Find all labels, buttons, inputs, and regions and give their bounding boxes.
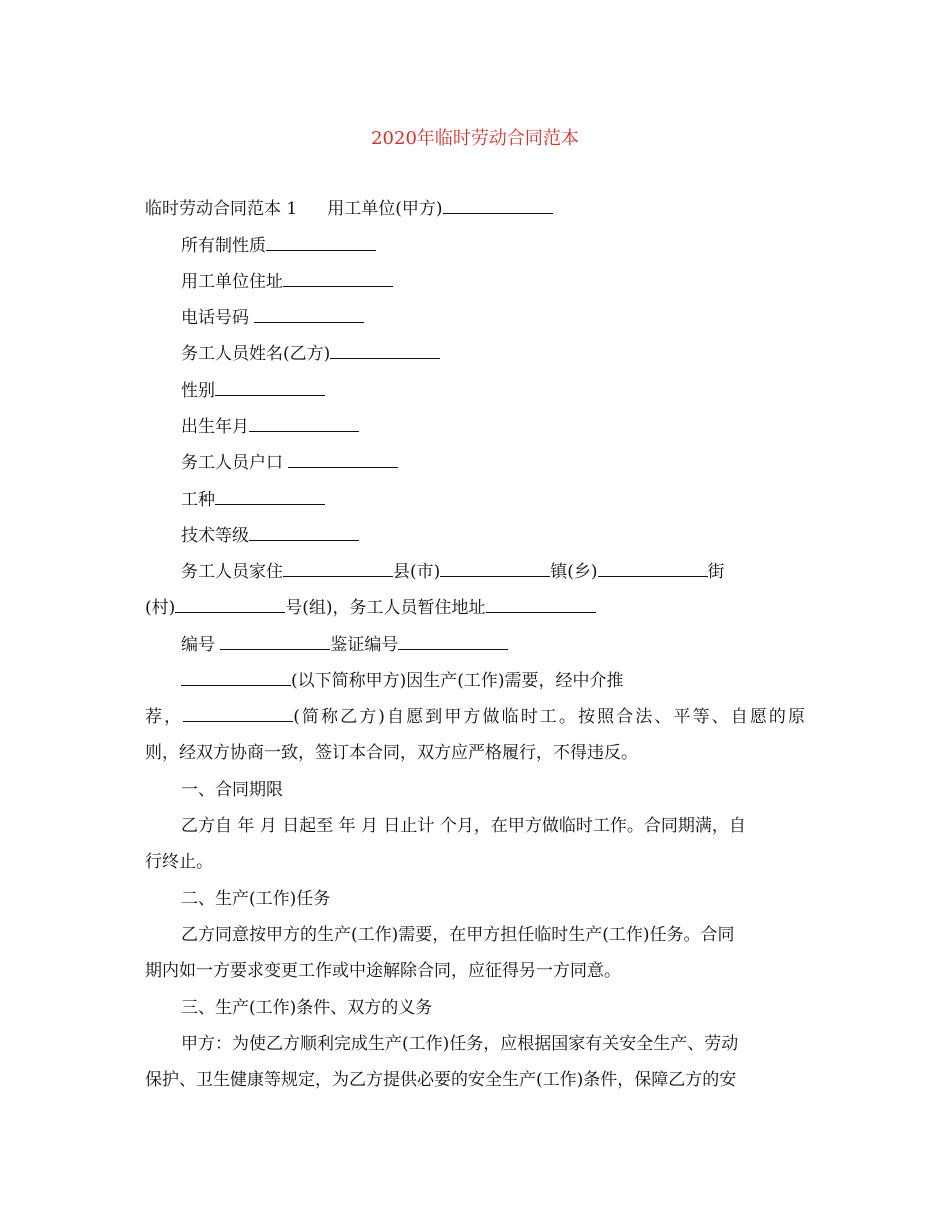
- address-blank: [440, 561, 550, 577]
- section-2-text: 乙方同意按甲方的生产(工作)需要，在甲方担任临时生产(工作)任务。合同: [181, 925, 735, 945]
- section-1-text: 乙方自 年 月 日起至 年 月 日止计 个月，在甲方做临时工作。合同期满，自: [181, 816, 746, 836]
- field-blank: [330, 343, 440, 359]
- section-3-text: 甲方：为使乙方顺利完成生产(工作)任务，应根据国家有关安全生产、劳动: [181, 1034, 739, 1054]
- address-town-label: 镇(乡): [550, 562, 598, 582]
- section-2-text-2: 期内如一方要求变更工作或中途解除合同，应征得另一方同意。: [145, 961, 621, 981]
- field-blank: [249, 416, 359, 432]
- field-worker-name: [181, 343, 440, 365]
- address-county-label: 县(市): [393, 562, 441, 582]
- document-title: 2020年临时劳动合同范本: [371, 128, 579, 149]
- number-blank: [220, 634, 330, 650]
- field-blank: [254, 307, 364, 323]
- field-phone: [181, 307, 364, 329]
- address-home-label: 务工人员家住: [181, 562, 283, 582]
- field-ownership: [181, 235, 376, 257]
- intro-text: (简称乙方)自愿到甲方做临时工。按照合法、平等、自愿的原: [293, 707, 806, 727]
- cert-number-blank: [398, 634, 508, 650]
- party-b-blank: [183, 706, 293, 722]
- address-blank: [598, 561, 708, 577]
- address-village-label: (村): [145, 598, 176, 618]
- intro-text: 荐，: [145, 707, 184, 727]
- section-1-title: 一、合同期限: [181, 780, 283, 800]
- employer-blank: [443, 198, 553, 214]
- field-label: 务工人员户口: [181, 453, 283, 473]
- number-label: 编号: [181, 635, 215, 655]
- address-street-label: 街: [707, 562, 725, 582]
- field-label: 工种: [181, 490, 215, 510]
- field-label: 所有制性质: [181, 236, 266, 256]
- field-blank: [283, 271, 393, 287]
- address-blank: [283, 561, 393, 577]
- field-label: 务工人员姓名(乙方): [181, 344, 331, 364]
- intro-text: (以下简称甲方)因生产(工作)需要，经中介推: [291, 671, 624, 691]
- cert-number-label: 鉴证编号: [330, 635, 399, 655]
- section-1-text-2: 行终止。: [145, 852, 213, 872]
- address-blank: [175, 597, 285, 613]
- employer-label: 用工单位(甲方): [327, 199, 443, 219]
- field-blank: [249, 525, 359, 541]
- field-blank: [215, 380, 325, 396]
- field-household: [181, 452, 398, 474]
- field-label: 技术等级: [181, 526, 249, 546]
- field-job-type: [181, 489, 325, 511]
- address-group-label: 号(组)，务工人员暂住地址: [285, 598, 486, 618]
- address-line: [181, 561, 725, 583]
- party-a-blank: [181, 670, 291, 686]
- section-3-title: 三、生产(工作)条件、双方的义务: [181, 998, 433, 1018]
- intro-line-3: 则，经双方协商一致，签订本合同，双方应严格履行，不得违反。: [145, 743, 638, 763]
- field-label: 性别: [181, 381, 215, 401]
- intro-line-1: [181, 670, 624, 692]
- field-label: 出生年月: [181, 417, 249, 437]
- numbering-line: [181, 634, 508, 656]
- address-blank: [486, 597, 596, 613]
- field-gender: [181, 380, 325, 402]
- field-employer-address: [181, 271, 393, 293]
- section-heading: 临时劳动合同范本 1: [145, 199, 298, 219]
- field-label: 用工单位住址: [181, 272, 283, 292]
- field-blank: [266, 235, 376, 251]
- field-label: 电话号码: [181, 308, 249, 328]
- field-blank: [288, 452, 398, 468]
- header-line: [145, 198, 553, 220]
- section-3-text-2: 保护、卫生健康等规定，为乙方提供必要的安全生产(工作)条件，保障乙方的安: [145, 1070, 737, 1090]
- intro-line-2: [145, 706, 805, 728]
- field-birth: [181, 416, 359, 438]
- address-line-2: [145, 597, 596, 619]
- field-skill-level: [181, 525, 359, 547]
- section-2-title: 二、生产(工作)任务: [181, 889, 331, 909]
- field-blank: [215, 489, 325, 505]
